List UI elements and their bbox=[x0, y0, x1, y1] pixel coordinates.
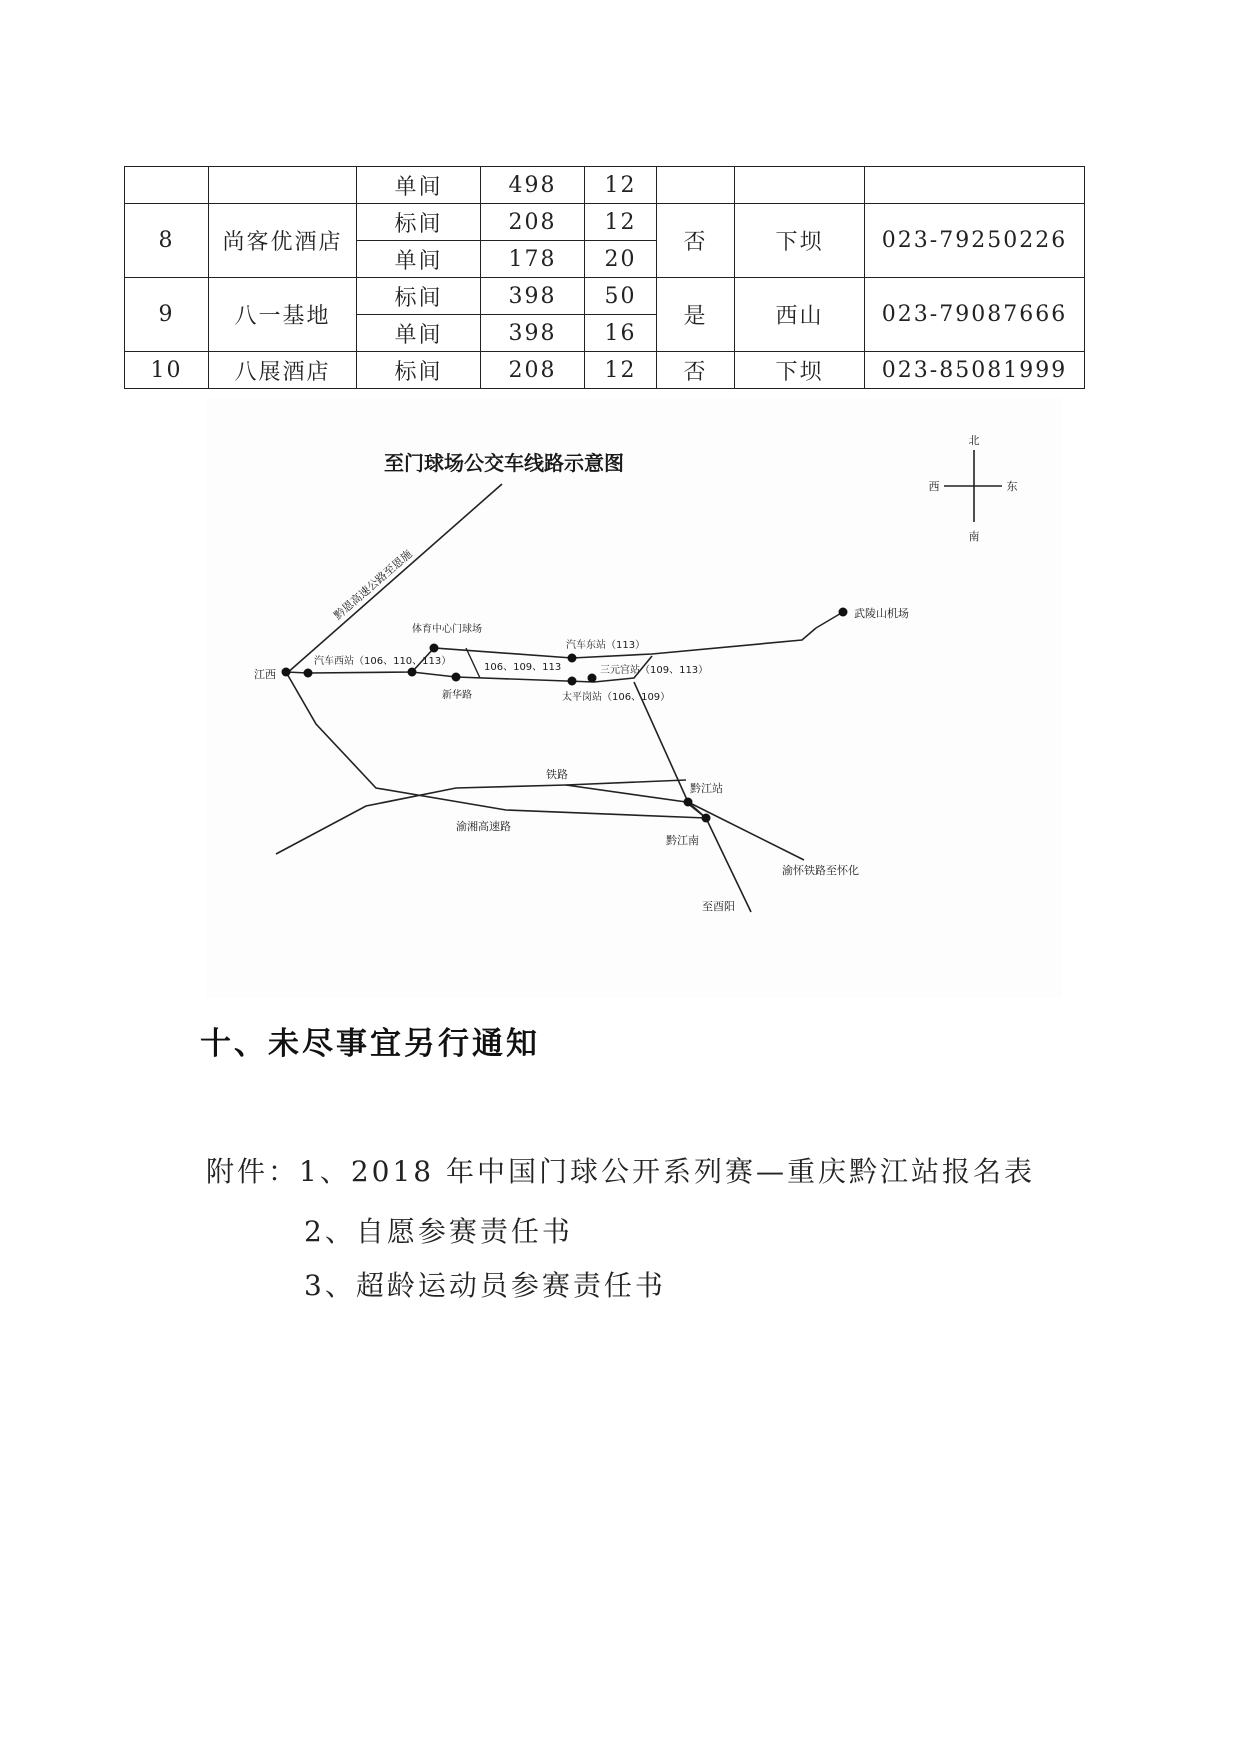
cell-room-type: 标间 bbox=[357, 352, 481, 389]
section-heading: 十、未尽事宜另行通知 bbox=[200, 1026, 540, 1062]
cell-count: 50 bbox=[585, 278, 657, 315]
label-railway: 铁路 bbox=[546, 768, 568, 781]
cell-flag: 否 bbox=[657, 352, 735, 389]
cell-hotel-name: 八一基地 bbox=[209, 278, 357, 352]
label-airport: 武陵山机场 bbox=[854, 607, 909, 620]
cell-phone bbox=[865, 167, 1085, 204]
cell-price: 498 bbox=[481, 167, 585, 204]
compass-east: 东 bbox=[1006, 480, 1018, 493]
label-mid-route: 106、109、113 bbox=[484, 662, 562, 673]
cell-price: 398 bbox=[481, 278, 585, 315]
station-dot bbox=[430, 644, 439, 653]
label-qianjiang-station: 黔江站 bbox=[690, 782, 723, 795]
cell-count: 16 bbox=[585, 315, 657, 352]
highway-nw-line bbox=[286, 484, 502, 674]
cell-room-type: 单间 bbox=[357, 241, 481, 278]
cell-room-type: 单间 bbox=[357, 315, 481, 352]
route-connector bbox=[466, 648, 480, 678]
label-sanyuangong: 三元宫站（109、113） bbox=[600, 665, 709, 676]
label-jiangxi: 江西 bbox=[254, 668, 276, 681]
cell-price: 208 bbox=[481, 204, 585, 241]
attachment-item-1: 附件：1、2018 年中国门球公开系列赛—重庆黔江站报名表 bbox=[206, 1155, 1035, 1188]
cell-area: 下坝 bbox=[735, 352, 865, 389]
label-taipinggang: 太平岗站（106、109） bbox=[562, 692, 671, 703]
cell-count: 12 bbox=[585, 204, 657, 241]
airport-link bbox=[816, 612, 843, 628]
map-title: 至门球场公交车线路示意图 bbox=[384, 451, 624, 475]
cell-no: 10 bbox=[125, 352, 209, 389]
station-dot bbox=[839, 608, 848, 617]
compass-west: 西 bbox=[928, 480, 940, 493]
cell-hotel-name: 八展酒店 bbox=[209, 352, 357, 389]
yuhuai-railway-line bbox=[688, 802, 804, 860]
railway-line bbox=[276, 780, 686, 854]
label-stop-east: 汽车东站（113） bbox=[566, 640, 646, 651]
cell-flag bbox=[657, 167, 735, 204]
cell-room-type: 标间 bbox=[357, 278, 481, 315]
cell-price: 398 bbox=[481, 315, 585, 352]
cell-area: 西山 bbox=[735, 278, 865, 352]
table-row bbox=[125, 352, 1085, 389]
cell-count: 12 bbox=[585, 352, 657, 389]
bus-route-map-svg bbox=[206, 398, 1062, 998]
label-yuhuai: 渝怀铁路至怀化 bbox=[782, 864, 859, 877]
cell-phone: 023-79250226 bbox=[865, 204, 1085, 278]
station-dot bbox=[408, 668, 417, 677]
station-dot bbox=[282, 668, 291, 677]
label-qianjiang-south: 黔江南 bbox=[666, 834, 699, 847]
hotel-table bbox=[124, 166, 1085, 389]
label-xinhua: 新华路 bbox=[442, 690, 472, 701]
cell-price: 208 bbox=[481, 352, 585, 389]
station-dot bbox=[588, 674, 597, 683]
cell-phone: 023-85081999 bbox=[865, 352, 1085, 389]
table-row bbox=[125, 278, 1085, 315]
bus-route-map bbox=[206, 398, 1062, 998]
compass-north: 北 bbox=[968, 434, 980, 447]
cell-flag: 是 bbox=[657, 278, 735, 352]
label-stop-west: 汽车西站（106、110、113） bbox=[314, 656, 452, 667]
station-dot bbox=[702, 814, 711, 823]
station-dot bbox=[568, 654, 577, 663]
cell-area: 下坝 bbox=[735, 204, 865, 278]
table-row bbox=[125, 167, 1085, 204]
label-to-youyang: 至酉阳 bbox=[702, 900, 735, 913]
cell-count: 20 bbox=[585, 241, 657, 278]
attachment-item-3: 3、超龄运动员参赛责任书 bbox=[304, 1269, 666, 1302]
cell-flag: 否 bbox=[657, 204, 735, 278]
cell-phone: 023-79087666 bbox=[865, 278, 1085, 352]
compass-icon bbox=[929, 434, 1018, 543]
attachment-item-2: 2、自愿参赛责任书 bbox=[304, 1215, 573, 1248]
cell-count: 12 bbox=[585, 167, 657, 204]
table-row bbox=[125, 204, 1085, 241]
label-stadium: 体育中心门球场 bbox=[412, 624, 482, 635]
station-dot bbox=[304, 669, 313, 678]
station-dot bbox=[684, 798, 693, 807]
cell-no bbox=[125, 167, 209, 204]
cell-price: 178 bbox=[481, 241, 585, 278]
cell-area bbox=[735, 167, 865, 204]
cell-room-type: 标间 bbox=[357, 204, 481, 241]
cell-hotel-name: 尚客优酒店 bbox=[209, 204, 357, 278]
compass-south: 南 bbox=[968, 530, 980, 543]
cell-no: 8 bbox=[125, 204, 209, 278]
highway-nw-label: 黔恩高速公路至恩施 bbox=[331, 547, 415, 623]
cell-hotel-name bbox=[209, 167, 357, 204]
station-dot bbox=[568, 677, 577, 686]
label-yuxiang: 渝湘高速路 bbox=[456, 820, 511, 833]
station-dot bbox=[452, 673, 461, 682]
cell-no: 9 bbox=[125, 278, 209, 352]
cell-room-type: 单间 bbox=[357, 167, 481, 204]
